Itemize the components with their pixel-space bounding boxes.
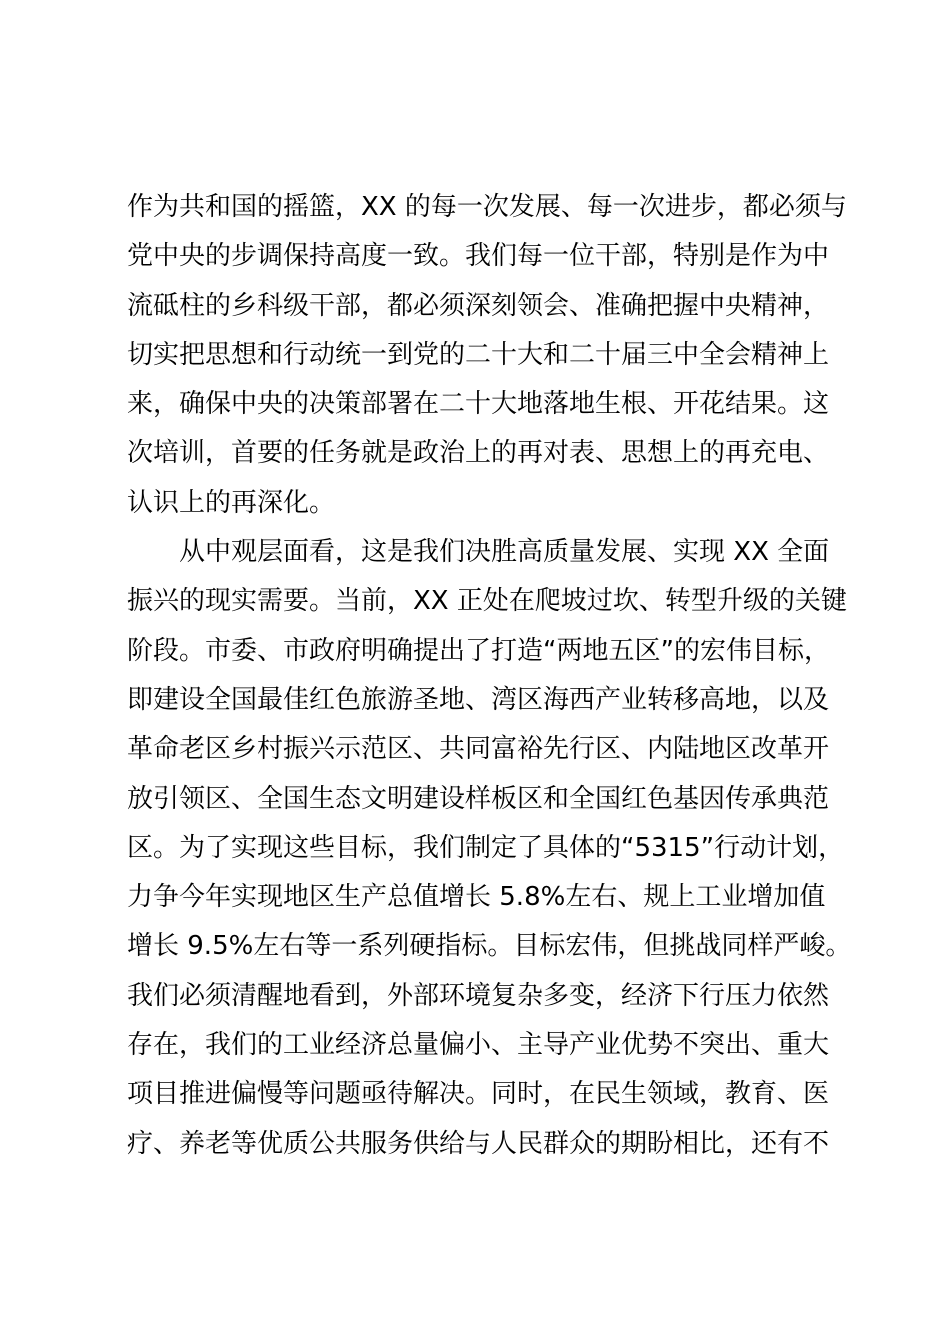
paragraph-line: 次培训，首要的任务就是政治上的再对表、思想上的再充电、 bbox=[127, 438, 830, 469]
paragraph-line: 力争今年实现地区生产总值增长 5.8%左右、规上工业增加值 bbox=[127, 882, 826, 913]
paragraph-line: 来，确保中央的决策部署在二十大地落地生根、开花结果。这 bbox=[127, 389, 830, 420]
paragraph-2 bbox=[127, 528, 867, 1169]
paragraph-line: 即建设全国最佳红色旅游圣地、湾区海西产业转移高地，以及 bbox=[127, 684, 830, 715]
paragraph-line: 作为共和国的摇篮，XX 的每一次发展、每一次进步，都必须与 bbox=[127, 192, 847, 222]
paragraph-line: 流砥柱的乡科级干部，都必须深刻领会、准确把握中央精神， bbox=[127, 290, 830, 321]
paragraph-line: 党中央的步调保持高度一致。我们每一位干部，特别是作为中 bbox=[127, 241, 830, 272]
paragraph-line: 革命老区乡村振兴示范区、共同富裕先行区、内陆地区改革开 bbox=[127, 734, 830, 765]
paragraph-line: 振兴的现实需要。当前，XX 正处在爬坡过坎、转型升级的关键 bbox=[127, 586, 847, 617]
paragraph-first-line: 从中观层面看，这是我们决胜高质量发展、实现 XX 全面 bbox=[179, 537, 830, 568]
document-body bbox=[127, 183, 867, 1169]
paragraph-line: 疗、养老等优质公共服务供给与人民群众的期盼相比，还有不 bbox=[127, 1128, 830, 1159]
paragraph-line: 存在，我们的工业经济总量偏小、主导产业优势不突出、重大 bbox=[127, 1030, 830, 1061]
paragraph-line: 我们必须清醒地看到，外部环境复杂多变，经济下行压力依然 bbox=[127, 980, 830, 1011]
paragraph-line: 区。为了实现这些目标，我们制定了具体的“5315”行动计划， bbox=[127, 832, 845, 863]
paragraph-line: 增长 9.5%左右等一系列硬指标。目标宏伟，但挑战同样严峻。 bbox=[127, 931, 852, 962]
paragraph-line: 阶段。市委、市政府明确提出了打造“两地五区”的宏伟目标， bbox=[127, 635, 830, 666]
paragraph-line: 切实把思想和行动统一到党的二十大和二十届三中全会精神上 bbox=[127, 339, 830, 370]
paragraph-line: 项目推进偏慢等问题亟待解决。同时，在民生领域，教育、医 bbox=[127, 1079, 830, 1110]
paragraph-1 bbox=[127, 183, 867, 528]
paragraph-line: 认识上的再深化。 bbox=[127, 487, 336, 518]
paragraph-line: 放引领区、全国生态文明建设样板区和全国红色基因传承典范 bbox=[127, 783, 830, 814]
